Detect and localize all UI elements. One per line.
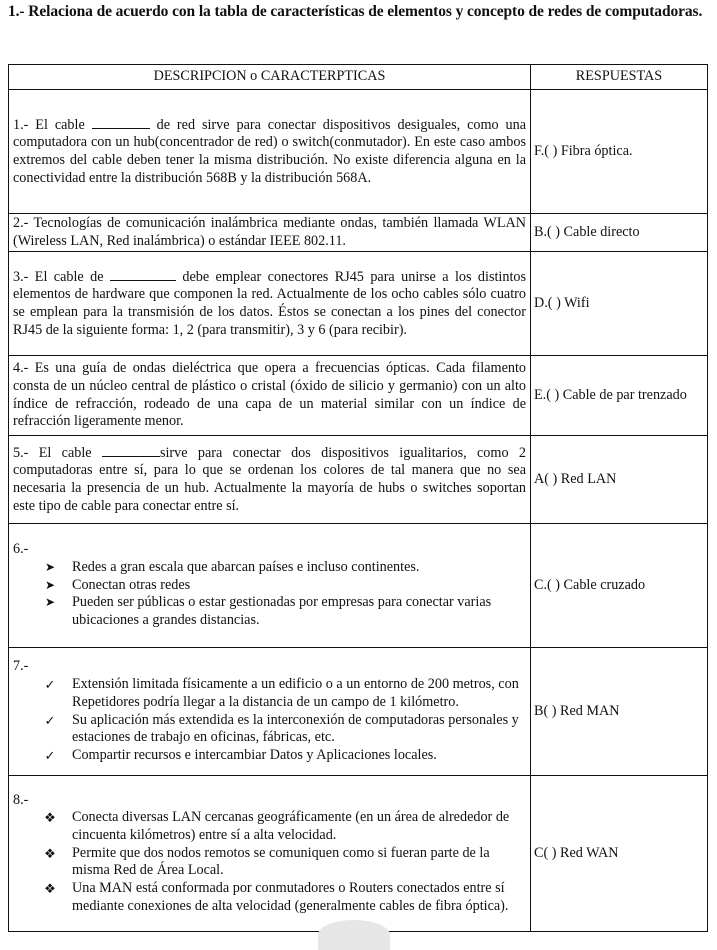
page-fold-shadow bbox=[318, 920, 390, 950]
answer-option: C.( ) Cable cruzado bbox=[531, 524, 708, 648]
question-title: 1.- Relaciona de acuerdo con la tabla de características de elementos y concepto de redes de computadoras. bbox=[8, 3, 703, 20]
list-item bbox=[13, 559, 526, 577]
matching-table bbox=[8, 64, 708, 932]
answer-option: B( ) Red MAN bbox=[531, 648, 708, 776]
list-item bbox=[13, 880, 526, 915]
list-item bbox=[13, 712, 526, 747]
table-header-row bbox=[9, 65, 708, 90]
description-text: 3.- El cable de bbox=[13, 268, 110, 285]
diamond-bullet-icon: ❖ bbox=[44, 845, 56, 861]
description-text: 1.- El cable bbox=[13, 116, 92, 133]
answer-option: B.( ) Cable directo bbox=[531, 214, 708, 252]
diamond-bullet-icon: ❖ bbox=[44, 881, 56, 897]
answer-option: D.( ) Wifi bbox=[531, 252, 708, 356]
description-cell bbox=[9, 436, 531, 524]
description-text: de red sirve para conectar dispositivos desiguales, como una computadora con un hub(concentrador de red) o switch(conmutador). En este caso ambos extremos del cable deben tener la misma distribución. No existe diferencia alguna en la conectividad entre la distribución 568B y la distribución 568A. bbox=[13, 116, 526, 186]
answers-header: RESPUESTAS bbox=[531, 65, 708, 90]
list-item-text: Pueden ser públicas o estar gestionadas por empresas para conectar varias ubicaciones a grandes distancias. bbox=[72, 594, 492, 629]
bullet-list bbox=[13, 809, 526, 915]
table-row bbox=[9, 524, 708, 648]
list-item-text: Su aplicación más extendida es la interconexión de computadoras personales y estaciones de trabajo en oficinas, fábricas, etc. bbox=[72, 711, 519, 746]
answer-option: E.( ) Cable de par trenzado bbox=[531, 356, 708, 436]
answer-blank[interactable] bbox=[102, 444, 160, 457]
item-number: 7.- bbox=[13, 658, 29, 675]
bullet-list bbox=[13, 559, 526, 630]
table-row bbox=[9, 356, 708, 436]
description-cell bbox=[9, 90, 531, 214]
description-text: sirve para conectar dos dispositivos igualitarios, como 2 computadoras entre sí, para lo que se ordenan los colores de tal manera que no sea necesaria la presencia de un hub. Actualmente la mayoría de hubs o switches soportan este tipo de cable para conectar entre sí. bbox=[13, 444, 526, 514]
description-cell bbox=[9, 648, 531, 776]
table-row bbox=[9, 776, 708, 932]
bullet-list bbox=[13, 676, 526, 765]
description-cell bbox=[9, 524, 531, 648]
check-bullet-icon: ✓ bbox=[44, 712, 56, 728]
item-number: 6.- bbox=[13, 541, 29, 558]
table-row bbox=[9, 436, 708, 524]
list-item-text: Redes a gran escala que abarcan países e incluso continentes. bbox=[72, 558, 420, 575]
list-item bbox=[13, 747, 526, 765]
list-item bbox=[13, 676, 526, 711]
list-item bbox=[13, 809, 526, 844]
item-number: 8.- bbox=[13, 791, 29, 808]
table-row bbox=[9, 90, 708, 214]
description-text: debe emplear conectores RJ45 para unirse a los distintos elementos de hardware que componen la red. Actualmente de los ocho cables sólo cuatro se emplean para la transmisión de los datos. Éstos se conectan a los pines del conector RJ45 de la siguiente forma: 1, 2 (para transmitir), 3 y 6 (para recibir). bbox=[13, 268, 527, 338]
answer-option: C( ) Red WAN bbox=[531, 776, 708, 932]
description-cell bbox=[9, 776, 531, 932]
check-bullet-icon: ✓ bbox=[44, 677, 56, 693]
arrow-bullet-icon: ➤ bbox=[44, 595, 56, 610]
list-item-text: Conectan otras redes bbox=[72, 576, 191, 593]
answer-option: A( ) Red LAN bbox=[531, 436, 708, 524]
description-header: DESCRIPCION o CARACTERPTICAS bbox=[9, 65, 531, 90]
check-bullet-icon: ✓ bbox=[44, 747, 56, 763]
description-cell bbox=[9, 252, 531, 356]
table-row bbox=[9, 648, 708, 776]
list-item bbox=[13, 594, 526, 629]
arrow-bullet-icon: ➤ bbox=[44, 577, 56, 592]
description-cell: 4.- Es una guía de ondas dieléctrica que opera a frecuencias ópticas. Cada filamento consta de un núcleo central de plástico o cristal (óxido de silicio y germanio) con un alto índice de refracción, rodeado de una capa de un material similar con un índice de refracción ligeramente menor. bbox=[9, 356, 531, 436]
list-item-text: Una MAN está conformada por conmutadores o Routers conectados entre sí mediante conexiones de alta velocidad (generalmente cables de fibra óptica). bbox=[72, 880, 509, 914]
description-text: 5.- El cable bbox=[13, 444, 102, 461]
table-row bbox=[9, 214, 708, 252]
list-item-text: Permite que dos nodos remotos se comuniquen como si fueran parte de la misma Red de Área Local. bbox=[72, 844, 490, 879]
description-cell: 2.- Tecnologías de comunicación inalámbrica mediante ondas, también llamada WLAN (Wireless LAN, Red inalámbrica) o estándar IEEE 802.11. bbox=[9, 214, 531, 252]
list-item-text: Conecta diversas LAN cercanas geográficamente (en un área de alrededor de cincuenta kilómetros) entre sí a alta velocidad. bbox=[72, 809, 510, 843]
answer-blank[interactable] bbox=[92, 116, 150, 129]
list-item-text: Compartir recursos e intercambiar Datos y Aplicaciones locales. bbox=[72, 746, 437, 763]
list-item bbox=[13, 845, 526, 880]
answer-blank[interactable] bbox=[110, 268, 176, 281]
list-item-text: Extensión limitada físicamente a un edificio o a un entorno de 200 metros, con Repetidores podría llegar a la distancia de un campo de 1 kilómetro. bbox=[72, 676, 519, 710]
arrow-bullet-icon: ➤ bbox=[44, 559, 56, 574]
diamond-bullet-icon: ❖ bbox=[44, 810, 56, 826]
list-item bbox=[13, 577, 526, 595]
table-row bbox=[9, 252, 708, 356]
answer-option: F.( ) Fibra óptica. bbox=[531, 90, 708, 214]
